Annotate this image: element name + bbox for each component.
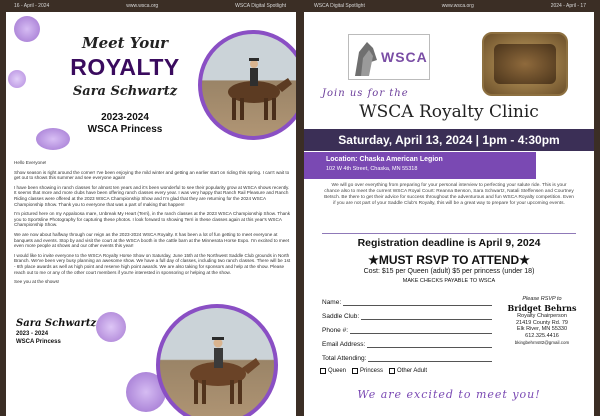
right-section: WSCA Digital Spotlight bbox=[314, 3, 365, 9]
form-label: Saddle Club: bbox=[322, 313, 360, 320]
reign-years: 2023-2024 bbox=[101, 112, 149, 123]
horse-rider-photo bbox=[156, 304, 278, 416]
signature-name: Sara Schwartz bbox=[16, 318, 97, 329]
contact-phone: 612.325.4416 bbox=[525, 333, 559, 340]
horse-head-icon bbox=[351, 38, 381, 78]
closing-tagline: We are excited to meet you! bbox=[357, 388, 541, 401]
left-page bbox=[6, 12, 296, 416]
form-label: Email Address: bbox=[322, 341, 366, 348]
location-name: Location: Chaska American Legion bbox=[326, 156, 443, 163]
buckle-center bbox=[494, 44, 556, 84]
horse-icon bbox=[160, 308, 274, 416]
location-address: 102 W 4th Street, Chaska, MN 55318 bbox=[326, 166, 418, 172]
contact-name: Bridget Behrns bbox=[507, 302, 577, 313]
rsvp-label: Please RSVP to bbox=[522, 296, 562, 302]
left-section: WSCA Digital Spotlight bbox=[235, 3, 286, 9]
left-header bbox=[0, 0, 300, 12]
letter-paragraph: I'm pictured here on my Appaloosa mare, Unbreak My Heart (Terri), in the ranch classes at the 2023 WSCA Championship Show. Thank you to Sportsline Photography for capturing these photos. I look forward to showing Terri in these classes again at this year's WSCA Championship Show. bbox=[14, 211, 291, 228]
saddle-club-input-line[interactable] bbox=[361, 312, 492, 320]
rsvp-contact bbox=[494, 296, 590, 347]
total-attending-input-line[interactable] bbox=[368, 354, 492, 362]
letter-paragraph: I have been showing in ranch classes for almost ten years and it's been wonderful to see their popularity grow at WSCA shows recently. It seems that more and more clubs have been offering ranch classes every year. I was very happy that Ranch Rail Pleasure and Ranch Riding classes were offered at the 2023 WSCA Championship Show and I'm glad that they are returning for the 2024 WSCA Championship Show. Thank you to everyone that was a part of making that happen! bbox=[14, 184, 290, 207]
letter-paragraph: We are now about halfway through our reign as the 2023-2024 WSCA Royalty. It has been a lot of fun getting to meet everyone at banquets and events. Stop by and visit the court at the WSCA booth in the cattle barn at the Minnesota Horse Expo. I'm excited to meet even more people at shows and our other events this year! bbox=[14, 231, 290, 249]
contact-role: Royalty Chairperson bbox=[517, 312, 567, 319]
clinic-title: WSCA Royalty Clinic bbox=[359, 102, 539, 122]
checkbox-label: Other Adult bbox=[397, 368, 428, 374]
checkbox-other-adult[interactable] bbox=[389, 368, 427, 374]
checks-payable: MAKE CHECKS PAYABLE TO WSCA bbox=[402, 278, 496, 284]
left-page-number: 16 - April - 2024 bbox=[14, 3, 50, 9]
checkbox-princess[interactable] bbox=[352, 368, 383, 374]
right-page-number: 2024 - April - 17 bbox=[550, 3, 586, 9]
left-url: www.wsca.org bbox=[126, 3, 159, 9]
page-header-strip bbox=[0, 0, 600, 12]
checkbox-queen[interactable] bbox=[320, 368, 346, 374]
registration-deadline: Registration deadline is April 9, 2024 bbox=[357, 237, 541, 249]
checkbox-box[interactable] bbox=[352, 368, 358, 374]
rsvp-notice: ★MUST RSVP TO ATTEND★ bbox=[368, 253, 530, 267]
signature-role: WSCA Princess bbox=[16, 339, 61, 345]
glitter-decoration bbox=[8, 70, 26, 88]
glitter-decoration bbox=[96, 312, 126, 342]
right-url: www.wsca.org bbox=[441, 3, 474, 9]
letter-paragraph: See you at the shows! bbox=[14, 279, 60, 285]
contact-address-line1: 21419 County Rd. 79 bbox=[516, 319, 568, 326]
letter-paragraph: I would like to invite everyone to the WSCA Royalty Horse Show on Saturday, June 15th at the Northwest Saddle Club grounds in North Branch. We've been very busy planning an awesome show. We have a full day of classes, including two ranch classes. There will be 1st - 6th place awards as well as high point and reserve high point awards. We are also taking for sponsors and help at the show. Please reach out to me or any of the other court members if you're interested in sponsoring or helping at the show. bbox=[14, 252, 291, 275]
form-field-saddle-club bbox=[322, 308, 492, 320]
clinic-description: We will go over everything from preparing for your personal interview to perfecting your salute ride. This is your chance also to meet the current WSCA Royal Court: Reanna Benson, Sara Schwartz, Natali Steffensen and Courtney Betsch. Be there to get their advice for success throughout the adventurous and fun WSCA Royalty competition. Even if you are not part of your Saddle Club's Royalty, this will be a great way to prepare for your upcoming events. bbox=[324, 183, 574, 206]
logo-text: WSCA bbox=[381, 49, 428, 65]
glitter-decoration bbox=[14, 16, 40, 42]
form-field-name bbox=[322, 294, 492, 306]
form-label: Phone #: bbox=[322, 327, 349, 334]
name-input-line[interactable] bbox=[343, 298, 492, 306]
event-date-bar: Saturday, April 13, 2024 | 1pm - 4:30pm bbox=[304, 129, 594, 151]
contact-email: bkingbehrns82@gmail.com bbox=[514, 339, 570, 345]
contact-address-line2: Elk River, MN 55330 bbox=[516, 326, 568, 333]
checkbox-label: Queen bbox=[328, 368, 347, 374]
wsca-logo bbox=[348, 34, 430, 80]
letter-paragraph: Show season is right around the corner! I've been enjoying the mild winter and getting an earlier start on riding this spring. I can't wait to get out to shows this summer and see everyone again! bbox=[14, 169, 290, 181]
form-label: Name: bbox=[322, 299, 342, 306]
form-label: Total Attending: bbox=[322, 355, 367, 362]
checkbox-label: Princess bbox=[360, 368, 384, 374]
title-meet-your: Meet Your bbox=[81, 34, 169, 52]
section-divider bbox=[322, 233, 576, 234]
join-us-text: Join us for the bbox=[322, 88, 409, 99]
right-page bbox=[304, 12, 594, 416]
form-field-total bbox=[322, 350, 492, 362]
attendee-type-checkboxes bbox=[320, 368, 427, 374]
form-field-email bbox=[322, 336, 492, 348]
checkbox-box[interactable] bbox=[320, 368, 326, 374]
letter-body bbox=[14, 160, 292, 289]
letter-paragraph: Hello Everyone! bbox=[14, 160, 47, 165]
right-header bbox=[300, 0, 600, 12]
signature-years: 2023 - 2024 bbox=[16, 331, 49, 337]
email-input-line[interactable] bbox=[367, 340, 492, 348]
phone-input-line[interactable] bbox=[350, 326, 492, 334]
location-bar bbox=[304, 152, 536, 179]
title-name: Sara Schwartz bbox=[72, 84, 178, 99]
checkbox-box[interactable] bbox=[389, 368, 395, 374]
horse-icon bbox=[202, 34, 296, 136]
title-royalty: ROYALTY bbox=[70, 54, 180, 80]
trophy-buckle bbox=[482, 32, 568, 96]
cost-line: Cost: $15 per Queen (adult) $5 per princess (under 18) bbox=[363, 268, 535, 275]
form-field-phone bbox=[322, 322, 492, 334]
royalty-role: WSCA Princess bbox=[87, 124, 163, 135]
